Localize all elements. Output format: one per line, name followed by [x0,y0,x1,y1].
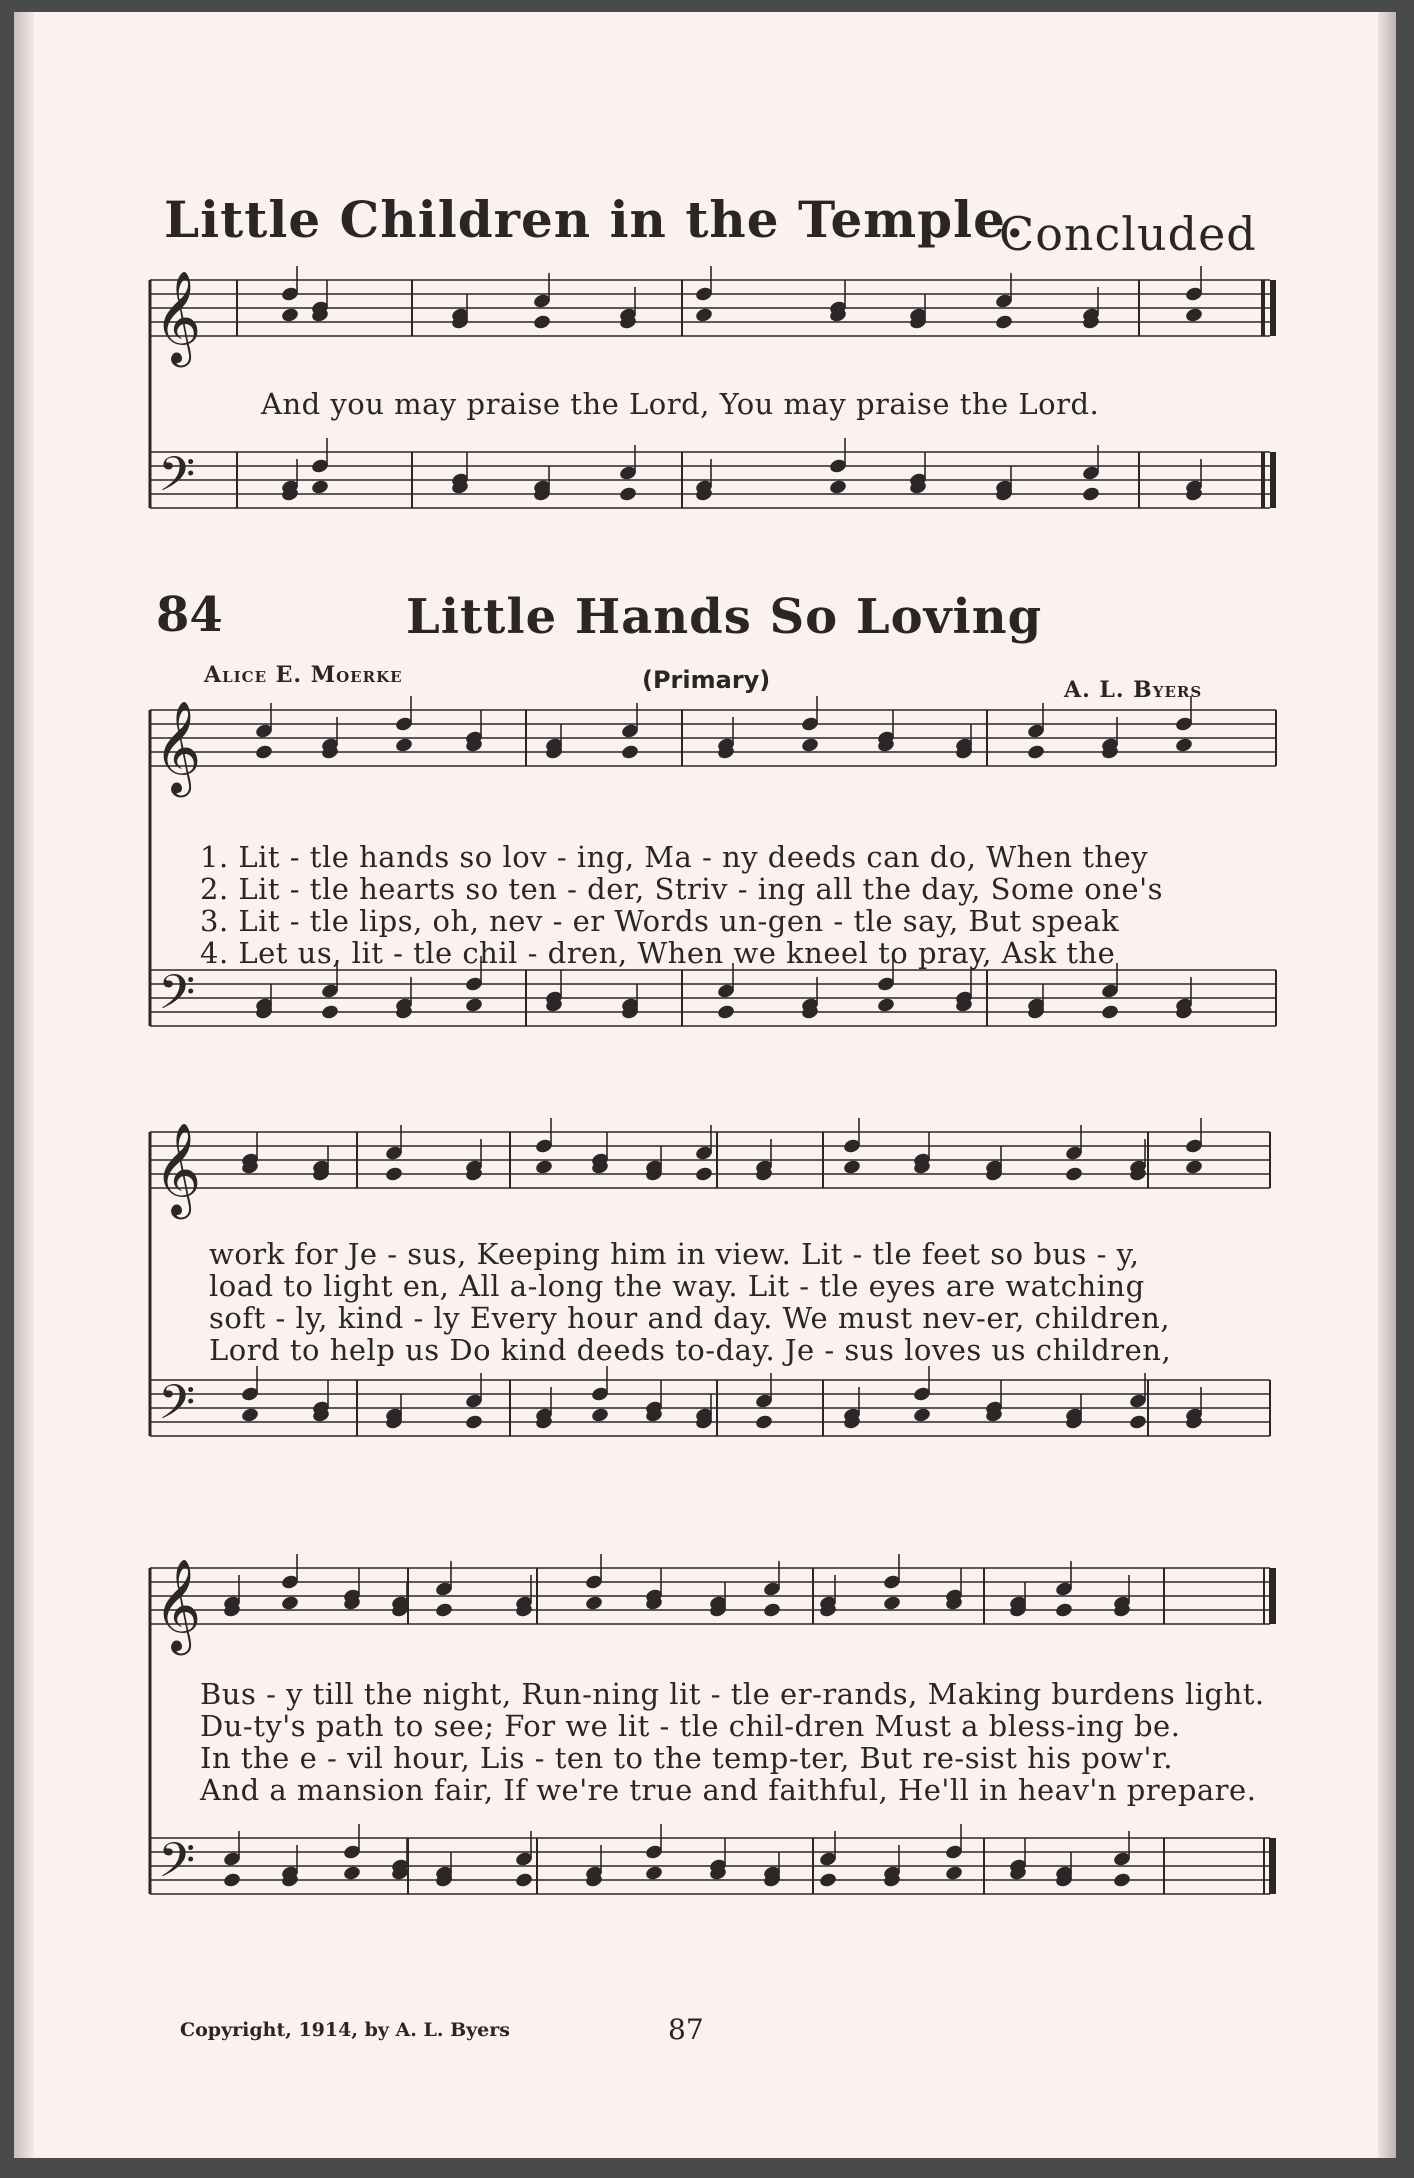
system2-verse1: work for Je - sus, Keeping him in view. Lit - tle feet so bus - y, [209,1237,1140,1271]
previous-hymn-lyric: And you may praise the Lord, You may praise the Lord. [261,387,1100,421]
system3-treble-notehead [1184,1159,1203,1176]
system3-verse3: In the e - vil hour, Lis - ten to the temp-ter, But re-sist his pow'r. [200,1741,1173,1775]
system3-verse1: Bus - y till the night, Run-ning lit - tle er-rands, Making burdens light. [200,1677,1265,1711]
system2-verse2: load to light en, All a-long the way. Lit - tle eyes are watching [209,1269,1145,1303]
page-number: 87 [668,2013,704,2046]
system2-bass-clef: 𝄢 [158,964,196,1032]
system1-verse4: 4. Let us, lit - tle chil - dren, When we kneel to pray, Ask the [200,936,1116,970]
hymn-number: 84 [156,587,223,643]
system4-treble-notehead [762,1602,781,1619]
hymn-subtitle: (Primary) [642,666,771,694]
system2-treble-notehead [1174,737,1193,754]
system1-bass-notehead [828,479,847,496]
system2-treble-notehead [1026,744,1045,761]
system3-bass-clef: 𝄢 [158,1374,196,1442]
system1-treble-notehead [532,314,551,331]
system4-bass-notehead [1112,1872,1131,1889]
system4-bass-notehead [818,1872,837,1889]
system3-bass-notehead [240,1407,259,1424]
system4-bass-notehead [514,1872,533,1889]
system2-bass-notehead [716,1004,735,1021]
system1-treble-notehead [1184,307,1203,324]
system3-treble-notehead [384,1166,403,1183]
system1-bass-endbar [1270,452,1276,508]
system1-treble-endbar [1270,280,1276,336]
system1-treble-notehead [994,314,1013,331]
system2-treble-notehead [254,744,273,761]
system3-verse2: Du-ty's path to see; For we lit - tle chil-dren Must a bless-ing be. [200,1709,1181,1743]
system4-treble-clef: 𝄞 [154,1558,202,1651]
system2-treble-notehead [620,744,639,761]
hymn-author: Alice E. Moerke [204,662,403,688]
system3-treble-notehead [842,1159,861,1176]
system3-bass-notehead [464,1414,483,1431]
system2-verse3: soft - ly, kind - ly Every hour and day. We must nev-er, children, [209,1301,1171,1335]
system3-bass-notehead [590,1407,609,1424]
system4-bass-clef: 𝄢 [158,1832,196,1900]
system1-bass-notehead [1081,486,1100,503]
system4-bass-endbar [1270,1838,1276,1894]
concluded-label: Concluded [999,207,1257,261]
system2-treble-notehead [800,737,819,754]
system3-bass-notehead [754,1414,773,1431]
hymn-title: Little Hands So Loving [406,589,1043,645]
system4-treble-notehead [280,1595,299,1612]
system3-bass-notehead [1128,1414,1147,1431]
system4-treble-notehead [584,1595,603,1612]
hymnal-page [14,12,1396,2158]
system1-bass-notehead [618,486,637,503]
system1-verse1: 1. Lit - tle hands so lov - ing, Ma - ny deeds can do, When they [200,840,1149,874]
system1-verse3: 3. Lit - tle lips, oh, nev - er Words un-gen - tle say, But speak [200,904,1120,938]
system4-bass-notehead [342,1865,361,1882]
system4-bass-notehead [944,1865,963,1882]
system4-treble-notehead [434,1602,453,1619]
system3-treble-notehead [534,1159,553,1176]
copyright-notice: Copyright, 1914, by A. L. Byers [180,2019,510,2041]
system3-verse4: And a mansion fair, If we're true and faithful, He'll in heav'n prepare. [200,1773,1257,1807]
system2-bass-notehead [464,997,483,1014]
system2-bass-notehead [320,1004,339,1021]
system3-treble-clef: 𝄞 [154,1122,202,1215]
system3-treble-notehead [1064,1166,1083,1183]
system4-bass-notehead [222,1872,241,1889]
system1-bass-notehead [310,479,329,496]
system3-bass-notehead [912,1407,931,1424]
system4-treble-endbar [1270,1568,1276,1624]
system1-bass-clef: 𝄢 [158,446,196,514]
system1-treble-clef: 𝄞 [154,270,202,363]
system1-verse2: 2. Lit - tle hearts so ten - der, Striv - ing all the day, Some one's [200,872,1163,906]
system2-treble-clef: 𝄞 [154,700,202,793]
system3-treble-notehead [694,1166,713,1183]
system1-treble-notehead [694,307,713,324]
system2-bass-notehead [876,997,895,1014]
system2-treble-notehead [394,737,413,754]
system1-treble-notehead [280,307,299,324]
hymn-composer: A. L. Byers [1064,677,1203,703]
system2-bass-notehead [1100,1004,1119,1021]
system4-bass-notehead [644,1865,663,1882]
system2-verse4: Lord to help us Do kind deeds to-day. Je - sus loves us children, [209,1333,1172,1367]
previous-hymn-title: Little Children in the Temple. [164,190,1025,249]
system4-treble-notehead [1054,1602,1073,1619]
system4-treble-notehead [882,1595,901,1612]
sheet-music [14,12,1396,2158]
